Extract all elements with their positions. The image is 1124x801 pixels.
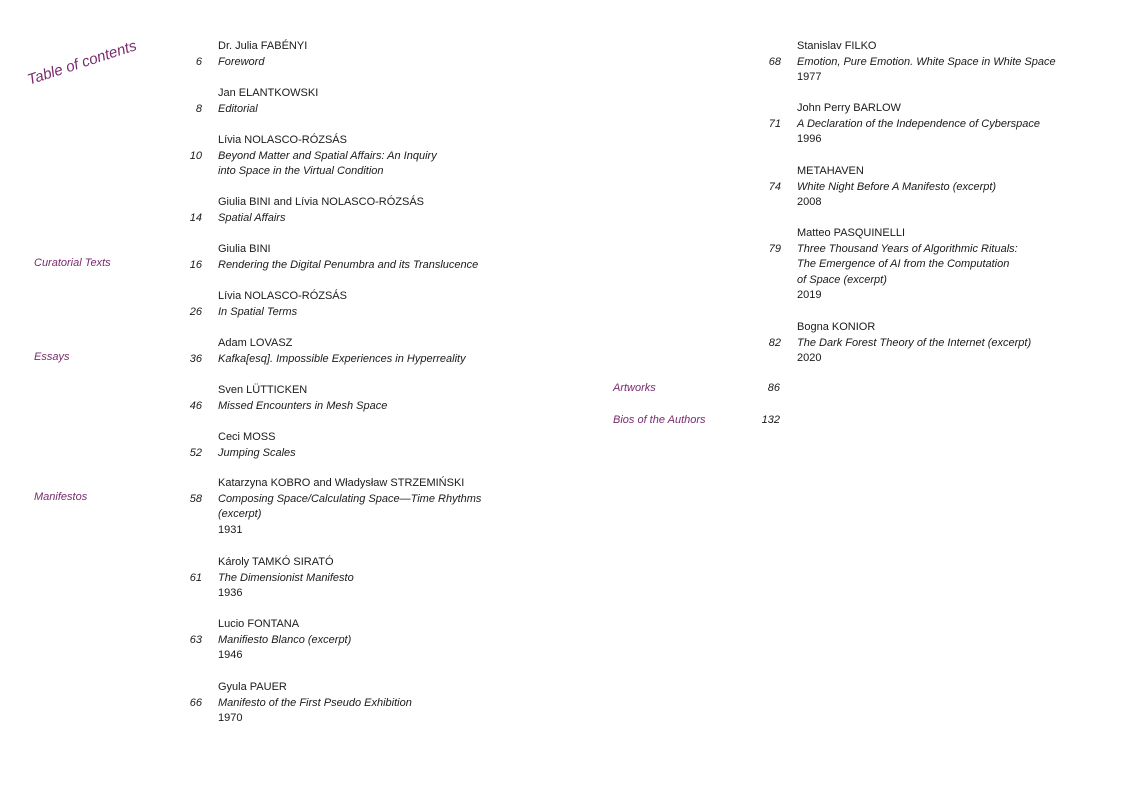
- section-label-essays: Essays: [34, 351, 70, 363]
- entry-title: Foreword: [218, 55, 265, 68]
- entry-title: Kafka[esq]. Impossible Experiences in Hyperreality: [218, 352, 466, 365]
- page-number: 52: [189, 446, 202, 459]
- entry-author: John Perry BARLOW: [797, 102, 901, 114]
- page-number: 132: [761, 414, 780, 426]
- page-number: 14: [189, 211, 202, 224]
- page-number: 86: [767, 382, 780, 394]
- toc-entry[interactable]: [768, 320, 1032, 367]
- entry-author: Károly TAMKÓ SIRATÓ: [218, 556, 334, 568]
- entry-author: Lívia NOLASCO-RÓZSÁS: [218, 290, 347, 302]
- toc-entry[interactable]: [189, 242, 479, 273]
- entry-author: Lucio FONTANA: [218, 618, 300, 630]
- entry-title: Spatial Affairs: [218, 211, 286, 224]
- toc-entry[interactable]: [189, 133, 437, 180]
- entry-author: Bogna KONIOR: [797, 321, 876, 333]
- entry-author: Gyula PAUER: [218, 681, 287, 693]
- toc-entry[interactable]: [189, 555, 354, 602]
- toc-entry[interactable]: [189, 430, 296, 461]
- entry-title: A Declaration of the Independence of Cyberspace: [797, 117, 1040, 130]
- toc-entry[interactable]: [768, 101, 1040, 148]
- entry-title: Missed Encounters in Mesh Space: [218, 399, 388, 412]
- entry-title: Manifiesto Blanco (excerpt): [218, 633, 352, 646]
- page-number: 66: [189, 696, 202, 709]
- side-entry-label: Artworks: [613, 382, 656, 394]
- page-number: 74: [768, 180, 781, 193]
- page-number: 79: [768, 242, 781, 255]
- toc-entry[interactable]: [768, 226, 1018, 304]
- toc-heading: Table of contents: [25, 37, 139, 89]
- toc-entry-side[interactable]: [613, 414, 780, 430]
- entry-year: 2019: [797, 289, 822, 301]
- page-number: 8: [195, 102, 202, 115]
- entry-author: Stanislav FILKO: [797, 40, 877, 52]
- side-entry-label: Bios of the Authors: [613, 414, 706, 426]
- entry-year: 1996: [797, 133, 822, 145]
- entry-author: Jan ELANTKOWSKI: [218, 87, 319, 99]
- entry-author: Adam LOVASZ: [218, 337, 293, 349]
- entry-title: Jumping Scales: [218, 446, 296, 459]
- page-number: 61: [189, 571, 202, 584]
- entry-title: Beyond Matter and Spatial Affairs: An Inquiry: [218, 149, 437, 162]
- entry-title: Manifesto of the First Pseudo Exhibition: [218, 696, 412, 709]
- section-label-curatorial: Curatorial Texts: [34, 257, 111, 269]
- entry-title: Rendering the Digital Penumbra and its Translucence: [218, 258, 479, 271]
- toc-entry-side[interactable]: [613, 382, 780, 398]
- toc-entry[interactable]: [189, 476, 482, 538]
- entry-author: Lívia NOLASCO-RÓZSÁS: [218, 134, 347, 146]
- toc-entry[interactable]: [195, 86, 319, 117]
- toc-entry[interactable]: [189, 383, 388, 414]
- entry-author: Ceci MOSS: [218, 431, 276, 443]
- toc-entry[interactable]: [768, 164, 997, 211]
- entry-title: Composing Space/Calculating Space—Time Rhythms: [218, 492, 482, 505]
- entry-title: Emotion, Pure Emotion. White Space in White Space: [797, 55, 1056, 68]
- entry-author: Giulia BINI: [218, 243, 271, 255]
- entry-year: 1977: [797, 71, 822, 83]
- entry-year: 1931: [218, 523, 243, 536]
- entry-title: In Spatial Terms: [218, 305, 298, 318]
- entry-author: Matteo PASQUINELLI: [797, 227, 906, 239]
- page-number: 16: [189, 258, 202, 271]
- page-number: 58: [189, 492, 202, 505]
- entry-title: Editorial: [218, 102, 258, 115]
- entry-year: 1936: [218, 587, 243, 599]
- page-number: 71: [768, 117, 781, 130]
- page-number: 82: [768, 336, 781, 349]
- page-number: 26: [189, 305, 202, 318]
- entry-title: White Night Before A Manifesto (excerpt): [797, 180, 997, 193]
- toc-entry[interactable]: [189, 680, 412, 727]
- page-number: 10: [189, 149, 202, 162]
- toc-entry[interactable]: [768, 39, 1056, 86]
- toc-entry[interactable]: [195, 39, 308, 70]
- entry-year: 1970: [218, 712, 243, 724]
- toc-entry[interactable]: [189, 336, 466, 367]
- entry-year: 2020: [797, 352, 822, 364]
- entry-author: METAHAVEN: [797, 165, 864, 177]
- toc-entry[interactable]: [189, 289, 347, 320]
- entry-title: The Emergence of AI from the Computation: [797, 258, 1010, 270]
- toc-entry[interactable]: [189, 617, 352, 664]
- entry-title: into Space in the Virtual Condition: [218, 165, 384, 177]
- entry-year: 1946: [218, 649, 243, 661]
- entry-author: Dr. Julia FABÉNYI: [218, 40, 308, 52]
- entry-author: Katarzyna KOBRO and Władysław STRZEMIŃSKI: [218, 477, 465, 489]
- page-number: 6: [195, 55, 202, 68]
- toc-entry[interactable]: [189, 195, 425, 226]
- entry-title: of Space (excerpt): [797, 273, 887, 286]
- page-number: 63: [189, 633, 202, 646]
- entry-author: Giulia BINI and Lívia NOLASCO-RÓZSÁS: [218, 196, 425, 208]
- entry-title: The Dark Forest Theory of the Internet (excerpt): [797, 336, 1032, 349]
- page-number: 36: [189, 352, 202, 365]
- page-number: 68: [768, 55, 781, 68]
- page-number: 46: [189, 399, 202, 412]
- entry-year: 2008: [797, 196, 822, 208]
- entry-author: Sven LÜTTICKEN: [218, 384, 308, 396]
- entry-title: The Dimensionist Manifesto: [218, 571, 354, 584]
- entry-title: Three Thousand Years of Algorithmic Rituals:: [797, 242, 1018, 255]
- section-label-manifestos: Manifestos: [34, 491, 88, 503]
- entry-title: (excerpt): [218, 508, 262, 520]
